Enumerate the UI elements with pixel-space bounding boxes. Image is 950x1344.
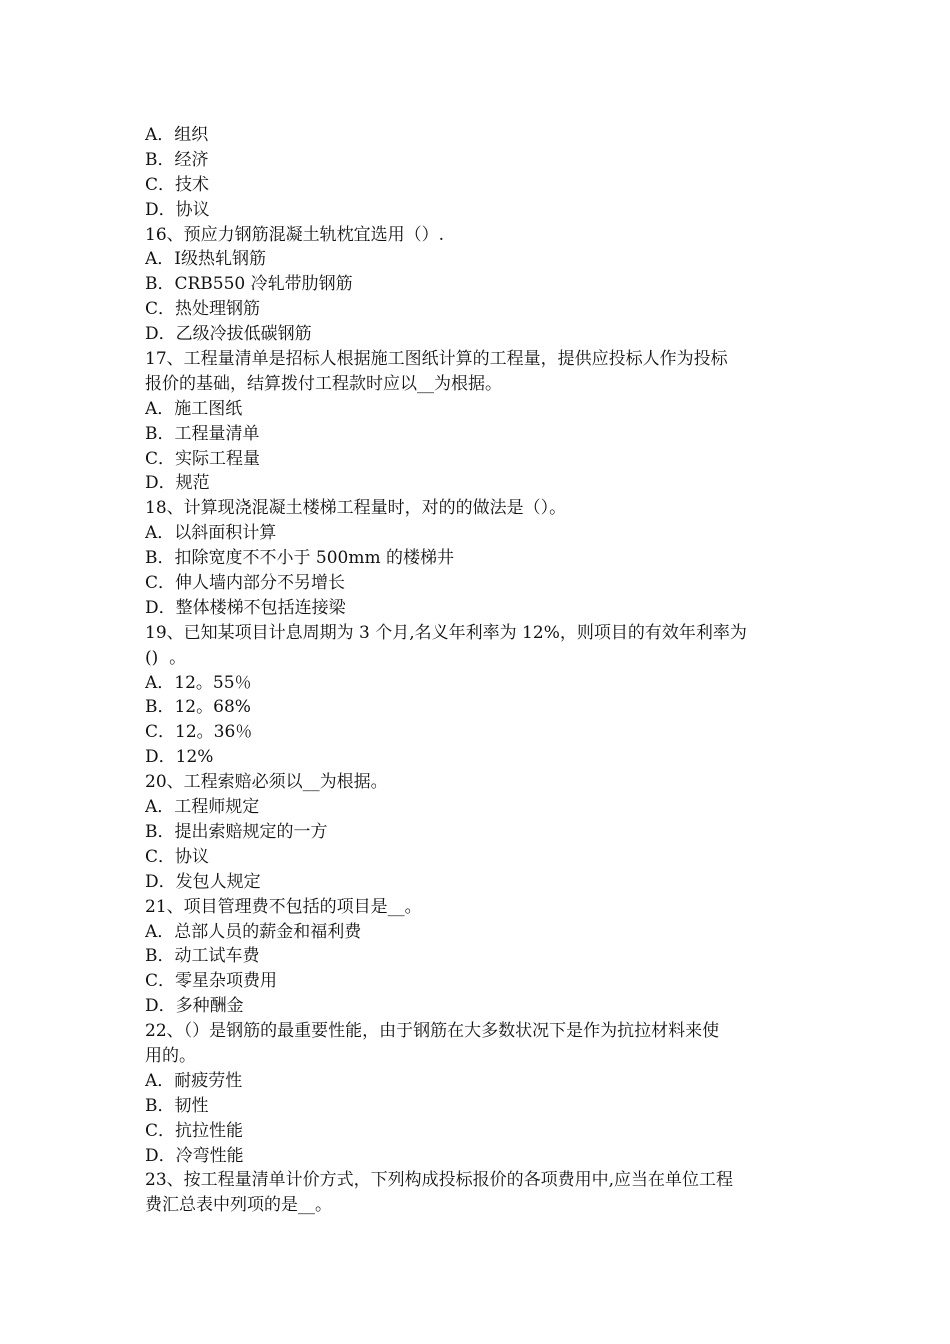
option-a: A．耐疲劳性 [145, 1070, 243, 1091]
option-d: D．协议 [145, 199, 210, 220]
option-a: A．以斜面积计算 [145, 523, 277, 544]
option-b: B．工程量清单 [145, 423, 260, 444]
question-20: 20、工程索赔必须以__为根据。 [145, 772, 388, 793]
option-c: C．技术 [145, 174, 210, 195]
question-17-continued: 报价的基础，结算拨付工程款时应以__为根据。 [145, 373, 502, 394]
option-c: C．零星杂项费用 [145, 971, 278, 992]
option-c: C．伸人墙内部分不另增长 [145, 573, 346, 594]
question-22-continued: 用的。 [145, 1045, 196, 1066]
option-a: A．总部人员的薪金和福利费 [145, 921, 362, 942]
option-d: D．整体楼梯不包括连接梁 [145, 597, 346, 618]
option-a: A．工程师规定 [145, 797, 260, 818]
option-d: D．多种酬金 [145, 996, 244, 1017]
option-c: C．实际工程量 [145, 448, 261, 469]
option-a: A．12。55％ [145, 672, 252, 693]
option-b: B．韧性 [145, 1095, 209, 1116]
option-a: A．组织 [145, 125, 209, 145]
question-18: 18、计算现浇混凝土楼梯工程量时，对的的做法是（）。 [145, 498, 567, 519]
option-b: B．动工试车费 [145, 946, 260, 967]
option-c: C．热处理钢筋 [145, 299, 261, 320]
question-21: 21、项目管理费不包括的项目是__。 [145, 896, 422, 917]
option-d: D．发包人规定 [145, 871, 261, 892]
document-page [145, 123, 810, 1218]
option-c: C．12。36％ [145, 722, 253, 743]
option-d: D．12% [145, 747, 214, 768]
option-c: C．协议 [145, 846, 210, 867]
option-a: A．Ⅰ级热轧钢筋 [145, 249, 266, 270]
option-b: B．提出索赔规定的一方 [145, 821, 328, 842]
question-19: 19、已知某项目计息周期为 3 个月,名义年利率为 12%，则项目的有效年利率为 [145, 622, 747, 643]
question-23-continued: 费汇总表中列项的是__。 [145, 1195, 332, 1216]
option-d: D．乙级冷拔低碳钢筋 [145, 324, 312, 345]
option-a: A．施工图纸 [145, 398, 243, 419]
option-d: D．冷弯性能 [145, 1145, 244, 1166]
question-23: 23、按工程量清单计价方式，下列构成投标报价的各项费用中,应当在单位工程 [145, 1170, 734, 1191]
option-c: C．抗拉性能 [145, 1120, 244, 1141]
option-b: B．12。68% [145, 697, 251, 718]
option-b: B．经济 [145, 149, 209, 170]
option-b: B．扣除宽度不不小于 500mm 的楼梯井 [145, 548, 454, 569]
option-b: B．CRB550 冷轧带肋钢筋 [145, 274, 353, 295]
question-19-continued: () 。 [145, 647, 187, 668]
question-22: 22、（）是钢筋的最重要性能，由于钢筋在大多数状况下是作为抗拉材料来使 [145, 1021, 720, 1042]
question-17: 17、工程量清单是招标人根据施工图纸计算的工程量，提供应投标人作为投标 [145, 349, 728, 370]
option-d: D．规范 [145, 473, 210, 494]
question-16: 16、预应力钢筋混凝土轨枕宜选用（）. [145, 224, 445, 245]
